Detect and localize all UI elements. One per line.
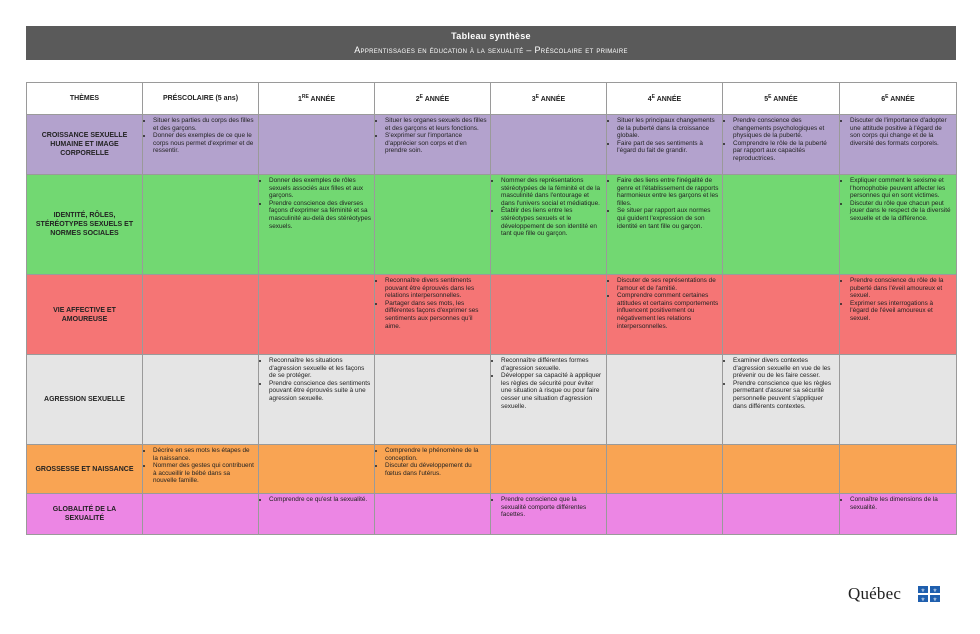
learning-item: • Prendre conscience des sentiments pouvant être éprouvés suite à une agression sexuelle. — [269, 380, 371, 403]
cell-prescolaire — [143, 494, 259, 535]
learning-item: • Se situer par rapport aux normes qui guident l'expression de son identité en tant fille ou garçon. — [617, 207, 719, 230]
header-grade-5: $5^E$ ANNÉE — [723, 83, 840, 115]
learning-list — [378, 117, 487, 155]
cell-grade-2 — [375, 494, 491, 535]
learning-item: • Faire des liens entre l'inégalité de genre et l'établissement de rapports harmonieux entre les garçons et les filles. — [617, 177, 719, 207]
cell-grade-2 — [375, 355, 491, 445]
cell-grade-4 — [607, 355, 723, 445]
svg-text:⚜: ⚜ — [932, 597, 938, 602]
cell-grade-2 — [375, 175, 491, 275]
cell-grade-1 — [259, 445, 375, 494]
learning-list — [262, 496, 371, 504]
cell-grade-6 — [840, 355, 957, 445]
learning-item: • Situer les organes sexuels des filles et des garçons et leurs fonctions. — [385, 117, 487, 132]
cell-grade-5 — [723, 275, 840, 355]
learning-item: • Reconnaître divers sentiments pouvant être éprouvés dans les relations interpersonnelles. — [385, 277, 487, 300]
cell-grade-5 — [723, 445, 840, 494]
cell-grade-3 — [491, 115, 607, 175]
learning-list — [843, 117, 953, 147]
header-prescolaire: PRÉSCOLAIRE (5 ans) — [143, 83, 259, 115]
learning-item: • Nommer des représentations stéréotypées de la féminité et de la masculinité dans l'entourage et dans l'univers social et médiatique. — [501, 177, 603, 207]
cell-grade-5 — [723, 115, 840, 175]
learning-list — [378, 277, 487, 330]
table-row — [27, 115, 957, 175]
learning-item: • Comprendre le phénomène de la conception. — [385, 447, 487, 462]
theme-label: CROISSANCE SEXUELLE HUMAINE ET IMAGE CORPORELLE — [27, 115, 143, 175]
cell-prescolaire — [143, 175, 259, 275]
learning-list — [494, 357, 603, 410]
cell-grade-3 — [491, 494, 607, 535]
quebec-logo: Québec — [848, 584, 902, 603]
table-row — [27, 494, 957, 535]
learning-item: • Situer les principaux changements de la puberté dans la croissance globale. — [617, 117, 719, 140]
learning-item: • Discuter de l'importance d'adopter une attitude positive à l'égard de son corps qui change et de la diversité des formats corporels. — [850, 117, 953, 147]
cell-grade-4 — [607, 275, 723, 355]
cell-grade-4 — [607, 115, 723, 175]
learning-item: • Comprendre comment certaines attitudes et certains comportements influencent positivement ou négativement les relations interpersonnelles. — [617, 292, 719, 330]
cell-prescolaire — [143, 275, 259, 355]
learning-item: • Faire part de ses sentiments à l'égard du fait de grandir. — [617, 140, 719, 155]
learning-item: • Expliquer comment le sexisme et l'homophobie peuvent affecter les personnes qui en sont victimes. — [850, 177, 953, 200]
cell-grade-2 — [375, 275, 491, 355]
cell-prescolaire — [143, 115, 259, 175]
learning-item: • Discuter du développement du fœtus dans l'utérus. — [385, 462, 487, 477]
cell-grade-2 — [375, 445, 491, 494]
theme-label: IDENTITÉ, RÔLES, STÉRÉOTYPES SEXUELS ET NORMES SOCIALES — [27, 175, 143, 275]
cell-grade-5 — [723, 494, 840, 535]
learning-list — [610, 177, 719, 230]
theme-label: VIE AFFECTIVE ET AMOUREUSE — [27, 275, 143, 355]
header-grade-1: 1RE ANNÉE — [259, 83, 375, 115]
learning-item: • Prendre conscience que les règles permettant d'assurer sa sécurité personnelle peuvent s'appliquer dans différents contextes. — [733, 380, 836, 410]
learning-item: • Prendre conscience que la sexualité comporte différentes facettes. — [501, 496, 603, 519]
cell-grade-1 — [259, 115, 375, 175]
learning-list — [843, 277, 953, 323]
cell-grade-5 — [723, 355, 840, 445]
learning-item: • Donner des exemples de rôles sexuels associés aux filles et aux garçons. — [269, 177, 371, 200]
title-banner — [26, 26, 956, 60]
cell-grade-4 — [607, 445, 723, 494]
learning-item: • Discuter de ses représentations de l'amour et de l'amitié. — [617, 277, 719, 292]
theme-label: GROSSESSE ET NAISSANCE — [27, 445, 143, 494]
cell-prescolaire — [143, 445, 259, 494]
header-grade-6: $6^E$ ANNÉE — [840, 83, 957, 115]
cell-grade-4 — [607, 175, 723, 275]
learning-list — [262, 357, 371, 403]
learning-list — [610, 117, 719, 155]
learning-item: • Prendre conscience des diverses façons d'exprimer sa féminité et sa masculinité au-delà des stéréotypes sexuels. — [269, 200, 371, 230]
learning-item: • Examiner divers contextes d'agression sexuelle en vue de les prévenir ou de les faire cesser. — [733, 357, 836, 380]
learning-item: • Exprimer ses interrogations à l'égard de l'éveil amoureux et sexuel. — [850, 300, 953, 323]
cell-grade-3 — [491, 175, 607, 275]
svg-text:⚜: ⚜ — [920, 588, 926, 594]
header-grade-4: $4^E$ ANNÉE — [607, 83, 723, 115]
learning-list — [146, 447, 255, 485]
learning-list — [378, 447, 487, 477]
document-title: Tableau synthèse — [451, 31, 531, 41]
cell-grade-6 — [840, 445, 957, 494]
cell-grade-6 — [840, 175, 957, 275]
learning-item: • Partager dans ses mots, les différentes façons d'exprimer ses sentiments aux personnes qu'il aime. — [385, 300, 487, 330]
learning-item: • S'exprimer sur l'importance d'apprécier son corps et d'en prendre soin. — [385, 132, 487, 155]
learning-item: • Reconnaître différentes formes d'agression sexuelle. — [501, 357, 603, 372]
learning-item: • Développer sa capacité à appliquer les règles de sécurité pour éviter une situation à risque ou pour faire cesser une situation d'agression sexuelle. — [501, 372, 603, 410]
learning-item: • Discuter du rôle que chacun peut jouer dans le respect de la diversité sexuelle et de la différence. — [850, 200, 953, 223]
cell-grade-6 — [840, 275, 957, 355]
table-row — [27, 275, 957, 355]
cell-grade-1 — [259, 275, 375, 355]
learning-list — [610, 277, 719, 330]
learning-item: • Connaître les dimensions de la sexualité. — [850, 496, 953, 511]
learning-list — [494, 177, 603, 238]
learning-item: • Situer les parties du corps des filles et des garçons. — [153, 117, 255, 132]
cell-prescolaire — [143, 355, 259, 445]
cell-grade-3 — [491, 275, 607, 355]
header-grade-2: $2^E$ ANNÉE — [375, 83, 491, 115]
learning-list — [726, 117, 836, 163]
cell-grade-6 — [840, 115, 957, 175]
learning-list — [843, 177, 953, 223]
cell-grade-6 — [840, 494, 957, 535]
cell-grade-1 — [259, 494, 375, 535]
document-subtitle: Apprentissages en éducation à la sexualité – Préscolaire et primaire — [354, 45, 628, 55]
learning-item: • Prendre conscience des changements psychologiques et physiques de la puberté. — [733, 117, 836, 140]
header-row — [27, 83, 957, 115]
header-grade-3: $3^E$ ANNÉE — [491, 83, 607, 115]
learning-list — [262, 177, 371, 230]
cell-grade-5 — [723, 175, 840, 275]
learning-list — [146, 117, 255, 155]
learning-list — [843, 496, 953, 511]
cell-grade-3 — [491, 445, 607, 494]
learning-item: • Comprendre ce qu'est la sexualité. — [269, 496, 371, 504]
theme-label: AGRESSION SEXUELLE — [27, 355, 143, 445]
table-row — [27, 355, 957, 445]
table-row — [27, 445, 957, 494]
learning-list — [726, 357, 836, 410]
cell-grade-2 — [375, 115, 491, 175]
learning-item: • Comprendre le rôle de la puberté par rapport aux capacités reproductrices. — [733, 140, 836, 163]
synthesis-table — [26, 82, 957, 535]
learning-item: • Reconnaître les situations d'agression sexuelle et les façons de se protéger. — [269, 357, 371, 380]
learning-item: • Décrire en ses mots les étapes de la naissance. — [153, 447, 255, 462]
learning-item: • Donner des exemples de ce que le corps nous permet d'exprimer et de ressentir. — [153, 132, 255, 155]
learning-item: • Nommer des gestes qui contribuent à accueillir le bébé dans sa nouvelle famille. — [153, 462, 255, 485]
cell-grade-1 — [259, 355, 375, 445]
table-row — [27, 175, 957, 275]
header-themes: THÈMES — [27, 83, 143, 115]
learning-item: • Prendre conscience du rôle de la puberté dans l'éveil amoureux et sexuel. — [850, 277, 953, 300]
quebec-flag-icon — [918, 586, 940, 602]
cell-grade-1 — [259, 175, 375, 275]
svg-text:⚜: ⚜ — [920, 597, 926, 602]
theme-label: GLOBALITÉ DE LA SEXUALITÉ — [27, 494, 143, 535]
svg-text:⚜: ⚜ — [932, 588, 938, 594]
learning-list — [494, 496, 603, 519]
learning-item: • Établir des liens entre les stéréotypes sexuels et le développement de son identité en tant que fille ou garçon. — [501, 207, 603, 237]
cell-grade-4 — [607, 494, 723, 535]
cell-grade-3 — [491, 355, 607, 445]
